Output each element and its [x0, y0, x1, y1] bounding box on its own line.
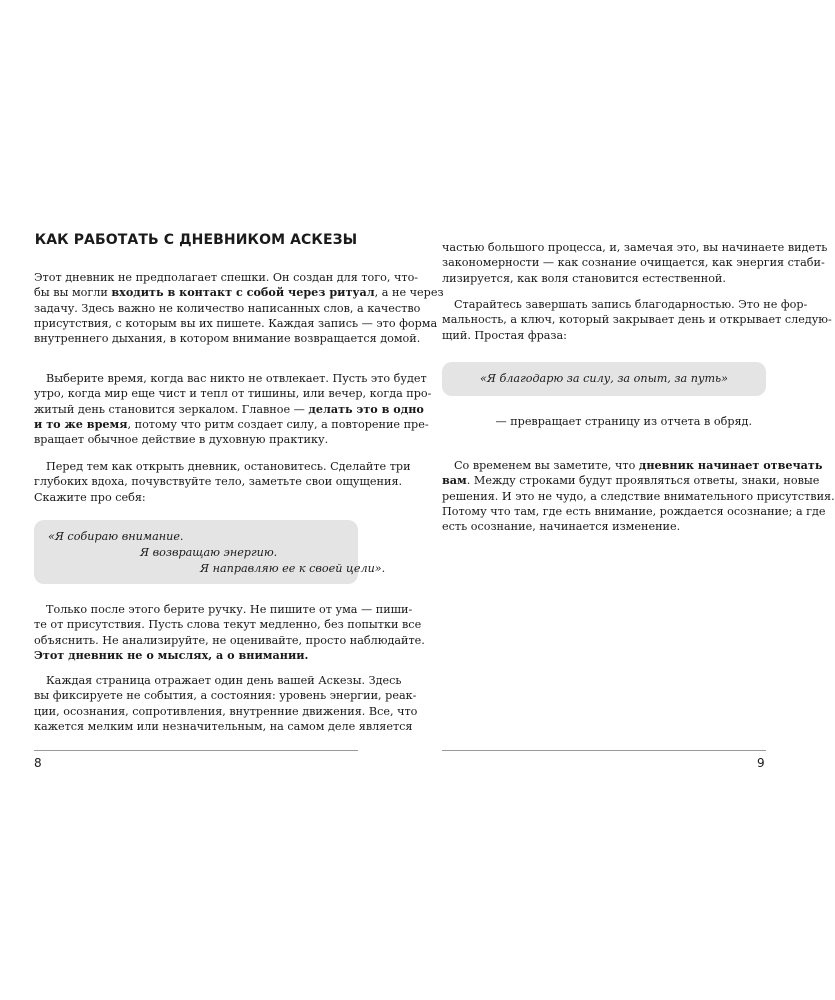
text-line — [442, 519, 766, 534]
quote-line: «Я благодарю за силу, за опыт, за путь» — [480, 372, 728, 386]
paragraph-answers — [442, 458, 835, 534]
text-span: Скажите про себя: — [34, 490, 146, 504]
bold-phrase: Этот дневник не о мыслях, а о внимании. — [34, 647, 309, 662]
quote-line: «Я собираю внимание. — [48, 530, 184, 543]
paragraph-continuation — [442, 240, 828, 286]
text-span: ции, осознания, сопротивления, внутренние движения. Все, что — [34, 704, 418, 718]
text-line — [442, 328, 766, 343]
text-span: Перед тем как открыть дневник, остановитесь. Сделайте три — [46, 460, 411, 473]
text-span: . Между строками будут проявляться ответы, знаки, новые — [466, 474, 820, 488]
bold-phrase: дневник начинает отвечать — [638, 458, 823, 472]
text-span: частью большого процесса, и, замечая это, вы начинаете видеть — [442, 241, 828, 254]
paragraph-gratitude — [442, 297, 832, 343]
text-line — [442, 312, 832, 327]
bold-phrase: и то же время — [34, 416, 128, 431]
text-span: бы вы могли — [34, 286, 112, 300]
bold-phrase: входить в контакт с собой через ритуал — [111, 285, 375, 300]
text-span: задачу. Здесь важно не количество написанных слов, а качество — [34, 301, 421, 315]
footer-divider — [442, 750, 766, 751]
text-span: вы фиксируете не события, а состояния: уровень энергии, реак- — [34, 689, 417, 703]
text-span: Старайтесь завершать запись благодарностью. Это не фор- — [454, 298, 808, 311]
text-span: те от присутствия. Пусть слова текут медленно, без попытки все — [34, 618, 422, 632]
text-span: Потому что там, где есть внимание, рождается осознание; а где — [442, 504, 826, 518]
text-line — [442, 473, 820, 488]
page-number: 8 — [34, 756, 42, 770]
text-line — [442, 297, 808, 312]
text-span: житый день становится зеркалом. Главное — — [34, 402, 309, 416]
text-span: Только после этого берите ручку. Не пишите от ума — пиши- — [46, 603, 413, 616]
text-line — [442, 489, 835, 504]
text-span: , а не через — [374, 286, 444, 300]
text-span: вращает обычное действие в духовную практику. — [34, 433, 329, 447]
quote-line: Я возвращаю энергию. — [140, 546, 278, 559]
text-span: лизируется, как воля становится естественной. — [442, 271, 726, 285]
text-span: мальность, а ключ, который закрывает день и открывает следую- — [442, 313, 832, 327]
text-line — [442, 504, 826, 519]
after-quote-text: — превращает страницу из отчета в обряд. — [495, 415, 752, 428]
text-span: кажется мелким или незначительным, на самом деле является — [34, 719, 413, 733]
text-line — [442, 271, 766, 286]
text-span: объяснить. Не анализируйте, не оценивайте, просто наблюдайте. — [34, 633, 425, 647]
bold-phrase: вам — [442, 473, 467, 488]
text-span: Каждая страница отражает один день вашей Аскезы. Здесь — [46, 674, 402, 687]
text-span: внутреннего дыхания, в котором внимание возвращается домой. — [34, 332, 421, 346]
text-line — [442, 458, 823, 473]
bold-phrase: делать это в одно — [308, 401, 424, 416]
text-span: присутствия, с которым вы их пишете. Каждая запись — это форма — [34, 316, 438, 330]
text-span: Этот дневник не предполагает спешки. Он создан для того, что- — [34, 271, 419, 284]
text-span: решения. И это не чудо, а следствие внимательного присутствия. — [442, 489, 835, 503]
text-span: глубоких вдоха, почувствуйте тело, заметьте свои ощущения. — [34, 475, 403, 489]
text-span: Выберите время, когда вас никто не отвлекает. Пусть это будет — [46, 372, 427, 385]
text-span: закономерности — как сознание очищается, как энергия стаби- — [442, 256, 825, 270]
text-span: есть осознание, начинается изменение. — [442, 520, 681, 534]
text-line — [442, 240, 828, 255]
text-line — [442, 255, 825, 270]
text-span: щий. Простая фраза: — [442, 328, 567, 342]
gratitude-quote-box — [442, 362, 766, 396]
text-span: утро, когда мир еще чист и тепл от тишины, или вечер, когда про- — [34, 387, 432, 401]
page-number: 9 — [757, 756, 765, 770]
chapter-heading: КАК РАБОТАТЬ С ДНЕВНИКОМ АСКЕЗЫ — [34, 232, 358, 248]
quote-line: Я направляю ее к своей цели». — [200, 562, 386, 575]
text-span: , потому что ритм создает силу, а повторение пре- — [127, 417, 429, 431]
text-span: Со временем вы заметите, что — [454, 459, 639, 472]
